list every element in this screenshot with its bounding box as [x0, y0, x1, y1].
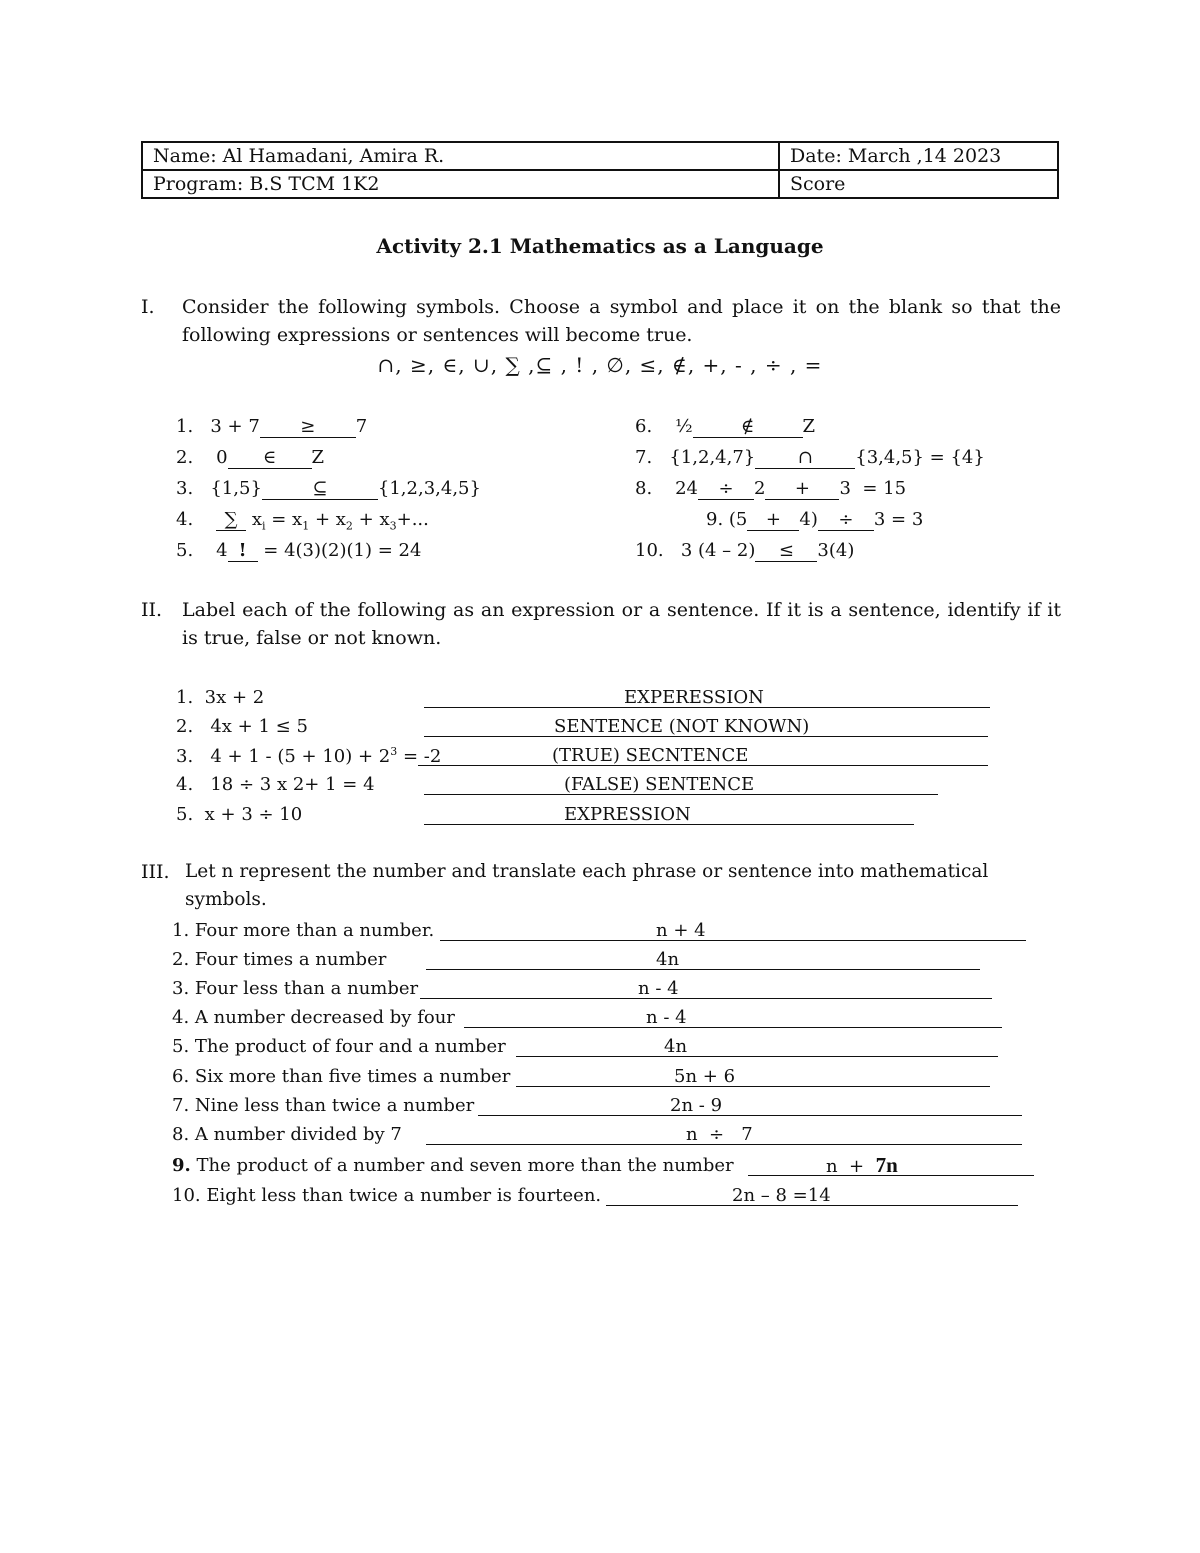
p1-item-5 — [176, 540, 421, 562]
p3-item-5: 5. The product of four and a number — [172, 1036, 506, 1057]
p1-item-3 — [176, 478, 481, 500]
item-number: 8. — [635, 478, 653, 499]
part2-numeral: II. — [141, 599, 163, 621]
p3-answer-9: n + 7n — [826, 1153, 898, 1177]
p1-item-8 — [635, 478, 906, 500]
item-expr: 0 — [216, 447, 228, 468]
answer-line — [516, 1062, 990, 1087]
item-number: 2. — [176, 447, 194, 468]
answer-line — [420, 974, 992, 999]
p2-answer-2: SENTENCE (NOT KNOWN) — [554, 716, 810, 737]
p2-item-4: 4. 18 ÷ 3 x 2+ 1 = 4 — [176, 774, 375, 795]
item-expr: 24 — [675, 478, 698, 499]
p3-item-1: 1. Four more than a number. — [172, 920, 435, 941]
item-expr: ½ — [675, 416, 693, 437]
item-expr: 4) — [799, 509, 818, 530]
p3-answer-7: 2n - 9 — [670, 1095, 723, 1116]
part1-numeral: I. — [141, 296, 155, 318]
p3-item-9: 9. The product of a number and seven more than the number — [172, 1155, 734, 1176]
symbol-list: ∩, ≥, ∈, ∪, ∑ ,⊆ , ! , ∅, ≤, ∉, +, - , ÷ , = — [377, 353, 823, 377]
p3-item-6: 6. Six more than five times a number — [172, 1066, 511, 1087]
answer-blank: ≤ — [755, 541, 817, 562]
answer-blank: ∉ — [693, 417, 803, 438]
p2-item-5: 5. x + 3 ÷ 10 — [176, 804, 303, 825]
answer-blank: + — [765, 479, 839, 500]
expression-text: 18 ÷ 3 x 2+ 1 = 4 — [210, 774, 375, 795]
p3-item-10: 10. Eight less than twice a number is fourteen. — [172, 1185, 602, 1206]
p1-item-6 — [635, 416, 815, 438]
p2-answer-3: (TRUE) SECNTENCE — [552, 745, 749, 766]
item-number: 1. — [176, 416, 194, 437]
p1-item-10 — [635, 540, 854, 562]
p3-item-3: 3. Four less than a number — [172, 978, 419, 999]
answer-line — [516, 1032, 998, 1057]
p3-item-7: 7. Nine less than twice a number — [172, 1095, 475, 1116]
item-expr: = 4(3)(2)(1) = 24 — [263, 540, 422, 561]
item-expr: Z — [311, 447, 325, 468]
p3-answer-6: 5n + 6 — [674, 1066, 736, 1087]
date-cell: Date: March ,14 2023 — [779, 142, 1058, 170]
item-expr: {1,2,3,4,5} — [377, 478, 481, 499]
p3-item-4: 4. A number decreased by four — [172, 1007, 455, 1028]
expression-text: 4x + 1 ≤ 5 — [210, 716, 308, 737]
answer-blank: ∑ — [216, 510, 246, 531]
p3-answer-10: 2n – 8 =14 — [732, 1185, 831, 1206]
p2-answer-5: EXPRESSION — [564, 804, 691, 825]
part3-text: Let n represent the number and translate each phrase or sentence into mathematical symbols. — [185, 861, 989, 910]
item-expr: 3 — [839, 478, 851, 499]
p3-answer-8: n ÷ 7 — [686, 1124, 753, 1145]
p3-answer-1: n + 4 — [656, 920, 706, 941]
item-expr: Z — [802, 416, 816, 437]
part2-text: Label each of the following as an expression or a sentence. If it is a sentence, identify if it is true, false or not known. — [182, 599, 1061, 649]
expression-text: 4 + 1 - (5 + 10) + 2 — [210, 746, 391, 767]
answer-blank: ∩ — [755, 448, 855, 469]
item-expr: {1,5} — [210, 478, 262, 499]
p2-item-3: 3. $4 + 1 - (5 + 10) + 2^3 = -2$ — [176, 745, 442, 767]
item-expr: 3 (4 – 2) — [680, 540, 756, 561]
p1-item-4 — [176, 509, 429, 533]
program-cell: Program: B.S TCM 1K2 — [142, 170, 779, 198]
answer-blank: ÷ — [818, 510, 874, 531]
expression-text: x + 3 ÷ 10 — [204, 804, 303, 825]
p1-item-1 — [176, 416, 367, 438]
p3-item-8: 8. A number divided by 7 — [172, 1124, 402, 1145]
answer-blank: ÷ — [698, 479, 754, 500]
answer-line — [478, 1091, 1022, 1116]
part3-numeral: III. — [141, 861, 170, 883]
item-number: 10. — [635, 540, 664, 561]
p3-item-2: 2. Four times a number — [172, 949, 387, 970]
name-cell: Name: Al Hamadani, Amira R. — [142, 142, 779, 170]
header-table — [141, 141, 1059, 199]
item-expr: {1,2,4,7} — [669, 447, 756, 468]
p3-answer-2: 4n — [656, 949, 680, 970]
p1-item-7 — [635, 447, 985, 469]
answer-blank: ≥ — [260, 417, 356, 438]
answer-line — [426, 945, 980, 970]
item-number: 3. — [176, 478, 194, 499]
answer-blank: ! — [228, 541, 258, 562]
item-expr: {3,4,5} = {4} — [855, 447, 985, 468]
item-number: 5. — [176, 540, 194, 561]
item-number: 7. — [635, 447, 653, 468]
p2-item-1: 1. 3x + 2 — [176, 687, 265, 708]
item-number: 6. — [635, 416, 653, 437]
p2-answer-4: (FALSE) SENTENCE — [564, 774, 755, 795]
item-expr: = 15 — [862, 478, 907, 499]
expression-text: 3x + 2 — [204, 687, 265, 708]
summation-expr: $x_i = x_1 + x_2 + x_3+$... — [251, 509, 429, 533]
p2-item-2: 2. 4x + 1 ≤ 5 — [176, 716, 308, 737]
item-expr: 4 — [216, 540, 228, 561]
score-cell: Score — [779, 170, 1058, 198]
answer-blank: ∈ — [228, 448, 312, 469]
item-expr: 3(4) — [817, 540, 855, 561]
p1-item-9 — [706, 509, 923, 531]
p3-answer-4: n - 4 — [646, 1007, 687, 1028]
part1-text: Consider the following symbols. Choose a symbol and place it on the blank so that the following expressions or sentences will become true. — [182, 296, 1061, 346]
p3-answer-5: 4n — [664, 1036, 688, 1057]
item-expr: 7 — [355, 416, 368, 437]
p3-answer-3: n - 4 — [638, 978, 679, 999]
item-expr: 2 — [753, 478, 766, 499]
p1-item-2 — [176, 447, 324, 469]
answer-line — [440, 916, 1026, 941]
item-number: 4. — [176, 509, 194, 530]
p2-answer-1: EXPERESSION — [624, 687, 764, 708]
answer-blank: ⊆ — [262, 479, 378, 500]
item-expr: 3 + 7 — [210, 416, 260, 437]
answer-line — [464, 1003, 1002, 1028]
item-expr: 9. (5 — [706, 509, 748, 530]
item-expr: 3 = 3 — [873, 509, 924, 530]
page-title: Activity 2.1 Mathematics as a Language — [376, 234, 824, 258]
answer-blank: + — [747, 510, 799, 531]
